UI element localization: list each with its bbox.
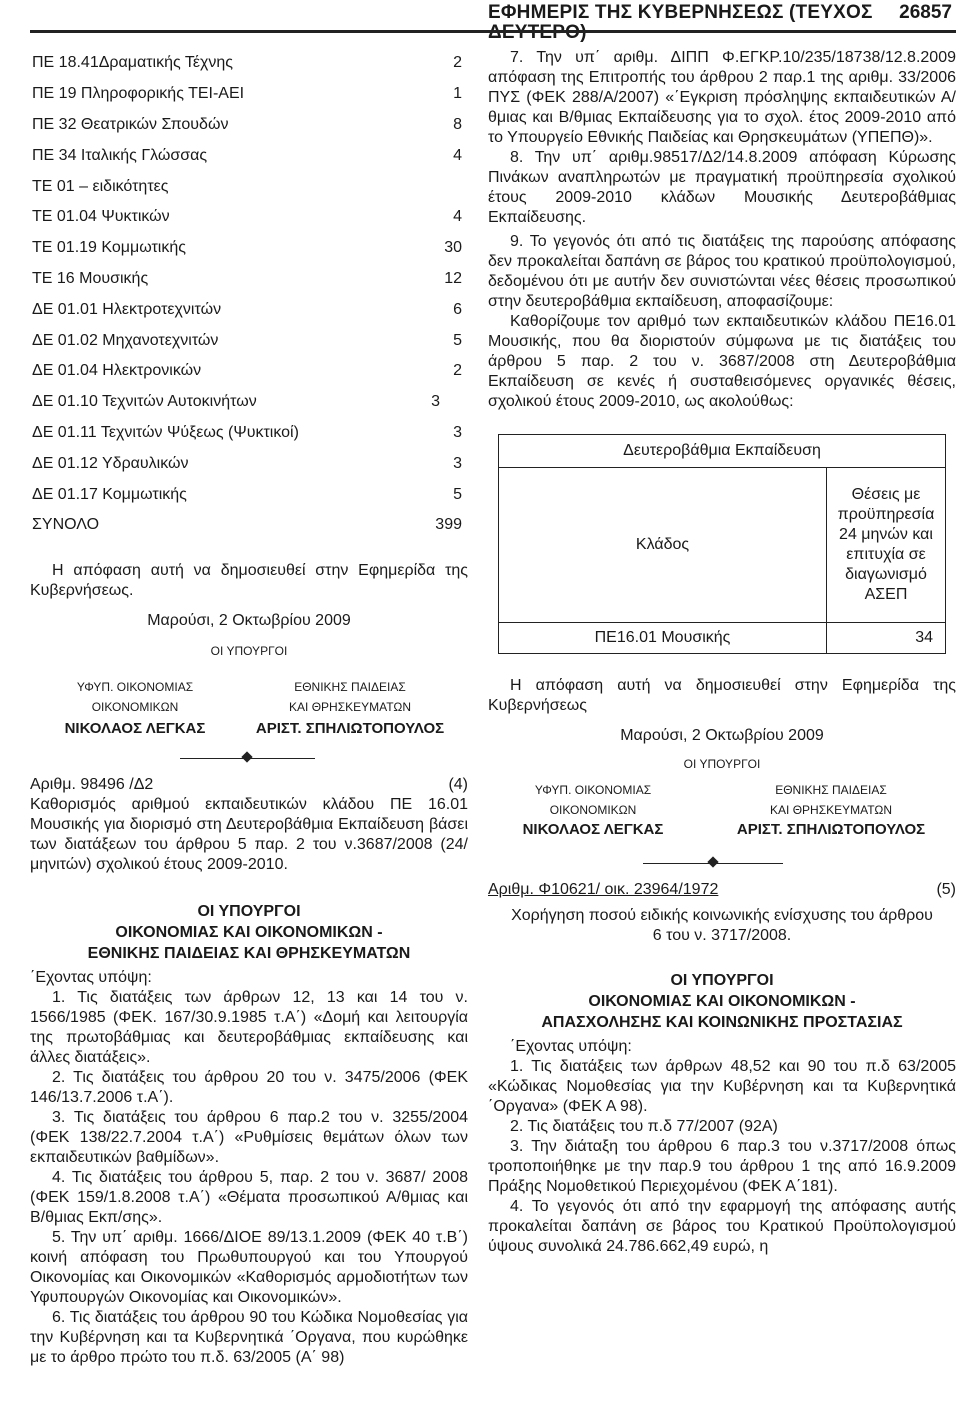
- list-item: ΠΕ 19 Πληροφορικής ΤΕΙ-ΑΕΙ 1: [32, 85, 462, 103]
- decision-title: Καθορισμός αριθμού εκπαιδευτικών κλάδου ΠΕ 16.01 Μουσικής για διορισμό στη Δευτεροβάθμια Εκπαίδευση βάσει των διατάξεων του άρθρου 5 παρ. 2 του ν.3687/2008 (24/μηνιτών) σχολικού έτους 2009-2010.: [30, 795, 468, 873]
- table-row-value: 34: [827, 623, 946, 654]
- recital: 3. Τις διατάξεις του άρθρου 6 παρ.2 του ν. 3255/2004 (ΦΕΚ 138/22.7.2004 τ.Α΄) «Ρυθμίσεις θεμάτων όλων των εκπαιδευτικών βαθμίδων».: [30, 1108, 468, 1166]
- list-item: ΤΕ 01.19 Κομμωτικής 30: [32, 239, 462, 257]
- left-column: [30, 48, 468, 1368]
- recital: 2. Τις διατάξεις του π.δ 77/2007 (92Α): [510, 1118, 778, 1135]
- list-item: ΔΕ 01.04 Ηλεκτρονικών 2: [32, 362, 462, 380]
- decision-ref-line: [30, 775, 468, 795]
- recital: 8. Την υπ΄ αριθμ.98517/Δ2/14.8.2009 απόφαση Κύρωσης Πινάκων αναπληρωτών με πραγματική προϋπηρεσία σχολικού έτους 2009-2010 κλάδων Μουσικής Δευτεροβάθμιας Εκπαίδευσης.: [488, 149, 956, 226]
- recital: 7. Την υπ΄ αριθμ. ΔΙΠΠ Φ.ΕΓΚΡ.10/235/18738/12.8.2009 απόφαση της Επιτροπής του άρθρου 2 παρ.1 της αριθμ. 33/2006 ΠΥΣ (ΦΕΚ 288/Α/2007) «΄Εγκριση πρόσληψης εκπαιδευτικών Α/θμιας και Β/θμιας Εκπαίδευσης για το σχολ. έτος 2009-2010 από το Υπουργείο Εθνικής Παιδείας και Θρησκευμάτων (ΥΠΕΠΘ)».: [488, 49, 956, 146]
- minister-1-title: ΥΦΥΠ. ΟΙΚΟΝΟΜΙΑΣ ΟΙΚΟΝΟΜΙΚΩΝ: [534, 783, 652, 817]
- decision-title: Χορήγηση ποσού ειδικής κοινωνικής ενίσχυσης του άρθρου 6 του ν. 3717/2008.: [511, 907, 933, 944]
- minister-1-name: ΝΙΚΟΛΑΟΣ ΛΕΓΚΑΣ: [522, 821, 664, 838]
- section-heading: ΟΙ ΥΠΟΥΡΓΟΙ ΟΙΚΟΝΟΜΙΑΣ ΚΑΙ ΟΙΚΟΝΟΜΙΚΩΝ - ΑΠΑΣΧΟΛΗΣΗΣ ΚΑΙ ΚΟΙΝΩΝΙΚΗΣ ΠΡΟΣΤΑΣΙΑΣ: [541, 972, 903, 1031]
- recital: 1. Τις διατάξεις των άρθρων 12, 13 και 14 του ν. 1566/1985 (ΦΕΚ. 167/30.9.1985 τ.Α΄) «Δομή και λειτουργία της πρωτοβάθμιας και δευτεροβάθμιας εκπαίδευσης και άλλες διατάξεις».: [30, 988, 468, 1066]
- list-item: ΔΕ 01.12 Υδραυλικών 3: [32, 454, 462, 472]
- right-column: [488, 48, 956, 1257]
- section-divider: [30, 749, 468, 769]
- recital: 4. Τις διατάξεις του άρθρου 5, παρ. 2 του ν. 3687/ 2008 (ΦΕΚ 159/1.8.2008 τ.Α΄) «Θέματα προσωπικού Α/θμιας και Β/θμιας Εκπ/σης».: [30, 1168, 468, 1226]
- section-divider: [488, 854, 956, 874]
- gazette-title: ΕΦΗΜΕΡΙΣ ΤΗΣ ΚΥΒΕΡΝΗΣΕΩΣ (ΤΕΥΧΟΣ ΔΕΥΤΕΡΟ): [488, 2, 873, 43]
- having-regard: ΄Εχοντας υπόψη:: [510, 1038, 632, 1055]
- decision-body: Καθορίζουμε τον αριθμό των εκπαιδευτικών κλάδου ΠΕ16.01 Μουσικής, που θα διοριστούν σύμφωνα με τις διατάξεις του άρθρου 5 παρ. 2 του ν. 3687/2008 στη Δευτεροβάθμια Εκπαίδευση σε κενές ή συσταθεισόμενες οργανικές θέσεις, σχολικού έτους 2009-2010, ως ακολούθως:: [488, 313, 956, 410]
- list-item: ΠΕ 34 Ιταλικής Γλώσσας 4: [32, 146, 462, 164]
- decision-number: (4): [448, 775, 468, 793]
- page-header: [0, 0, 960, 43]
- positions-list: [30, 48, 468, 541]
- list-item: ΠΕ 32 Θεατρικών Σπουδών 8: [32, 115, 462, 133]
- header-rule: [30, 30, 956, 33]
- list-item: ΔΕ 01.11 Τεχνιτών Ψύξεως (Ψυκτικοί) 3: [32, 423, 462, 441]
- table-col-branch: Κλάδος: [499, 468, 827, 623]
- signature-block: [30, 643, 468, 763]
- recital: 4. Το γεγονός ότι από την εφαρμογή της απόφασης αυτής προκαλείται δαπάνη σε βάρος του Κρατικού Προϋπολογισμού ύψους συνολικά 24.786.662,49 ευρώ, η: [488, 1198, 956, 1255]
- table-col-positions: Θέσεις με προϋπηρεσία 24 μηνών και επιτυχία σε διαγωνισμό ΑΣΕΠ: [827, 468, 946, 623]
- total-row: ΣΥΝΟΛΟ 399: [32, 516, 462, 534]
- minister-2-title: ΕΘΝΙΚΗΣ ΠΑΙΔΕΙΑΣ ΚΑΙ ΘΡΗΣΚΕΥΜΑΤΩΝ: [289, 679, 411, 714]
- place-date: Μαρούσι, 2 Οκτωβρίου 2009: [147, 611, 351, 629]
- table-header: Δευτεροβάθμια Εκπαίδευση: [499, 435, 946, 468]
- ministers-label: ΟΙ ΥΠΟΥΡΓΟΙ: [683, 757, 761, 771]
- minister-2-name: ΑΡΙΣΤ. ΣΠΗΛΙΩΤΟΠΟΥΛΟΣ: [255, 719, 445, 737]
- recital: 3. Την διάταξη του άρθρου 6 παρ.3 του ν.3717/2008 όπως τροποποιήθηκε με την παρ.9 του άρθρου 1 της από 16.9.2009 Πράξης Νομοθετικού Περιεχομένου (ΦΕΚ Α΄181).: [488, 1138, 956, 1195]
- section-heading: ΟΙ ΥΠΟΥΡΓΟΙ ΟΙΚΟΝΟΜΙΑΣ ΚΑΙ ΟΙΚΟΝΟΜΙΚΩΝ - ΕΘΝΙΚΗΣ ΠΑΙΔΕΙΑΣ ΚΑΙ ΘΡΗΣΚΕΥΜΑΤΩΝ: [87, 902, 411, 962]
- place-date: Μαρούσι, 2 Οκτωβρίου 2009: [620, 727, 824, 744]
- list-item: ΔΕ 01.17 Κομμωτικής 5: [32, 485, 462, 503]
- page-number: 26857: [899, 2, 952, 23]
- publish-note: Η απόφαση αυτή να δημοσιευθεί στην Εφημερίδα της Κυβερνήσεως: [488, 677, 956, 714]
- list-item: ΔΕ 01.10 Τεχνιτών Αυτοκινήτων 3: [32, 393, 440, 411]
- table-row-name: ΠΕ16.01 Μουσικής: [499, 623, 827, 654]
- recital: 1. Τις διατάξεις των άρθρων 48,52 και 90 του π.δ 63/2005 «Κώδικας Νομοθεσίας για την Κυβέρνηση και τα Κυβερνητικά ΄Οργανα» (ΦΕΚ Α 98).: [488, 1058, 956, 1115]
- publish-note: Η απόφαση αυτή να δημοσιευθεί στην Εφημερίδα της Κυβερνήσεως.: [30, 561, 468, 599]
- decision-reference: Αριθμ. Φ10621/ οικ. 23964/1972: [488, 881, 719, 898]
- decision-reference: Αριθμ. 98496 /Δ2: [30, 775, 154, 793]
- list-item: ΤΕ 01 – ειδικότητες: [32, 177, 169, 195]
- list-item: ΤΕ 16 Μουσικής 12: [32, 269, 462, 287]
- positions-table: [498, 434, 946, 654]
- having-regard: ΄Εχοντας υπόψη:: [30, 968, 152, 986]
- minister-2-name: ΑΡΙΣΤ. ΣΠΗΛΙΩΤΟΠΟΥΛΟΣ: [736, 821, 926, 838]
- minister-1-title: ΥΦΥΠ. ΟΙΚΟΝΟΜΙΑΣ ΟΙΚΟΝΟΜΙΚΩΝ: [76, 679, 194, 714]
- recital: 9. Το γεγονός ότι από τις διατάξεις της παρούσης απόφασης δεν προκαλείται δαπάνη σε βάρος του κρατικού προϋπολογισμού, δεδομένου ότι με αυτήν δεν συνιστώνται νέες θέσεις προσωπικού στην δευτεροβάθμια εκπαίδευση, αποφασίζουμε:: [488, 233, 956, 310]
- recital: 2. Τις διατάξεις του άρθρου 20 του ν. 3475/2006 (ΦΕΚ 146/13.7.2006 τ.Α΄).: [30, 1068, 468, 1106]
- list-item: ΠΕ 18.41Δραματικής Τέχνης 2: [32, 54, 462, 72]
- minister-1-name: ΝΙΚΟΛΑΟΣ ΛΕΓΚΑΣ: [64, 719, 206, 737]
- recital: 5. Την υπ΄ αριθμ. 1666/ΔΙΟΕ 89/13.1.2009 (ΦΕΚ 40 τ.Β΄) κοινή απόφαση του Πρωθυπουργού και του Υπουργού Οικονομίας και Οικονομικών «Καθορισμός αρμοδιοτήτων των Υφυπουργών Οικονομίας και Οικονομικών».: [30, 1228, 468, 1306]
- decision-number: (5): [936, 881, 956, 898]
- list-item: ΔΕ 01.01 Ηλεκτροτεχνιτών 6: [32, 300, 462, 318]
- decision-ref-line: [488, 880, 956, 900]
- minister-2-title: ΕΘΝΙΚΗΣ ΠΑΙΔΕΙΑΣ ΚΑΙ ΘΡΗΣΚΕΥΜΑΤΩΝ: [770, 783, 892, 817]
- list-item: ΤΕ 01.04 Ψυκτικών 4: [32, 208, 462, 226]
- ministers-label: ΟΙ ΥΠΟΥΡΓΟΙ: [210, 643, 288, 658]
- list-item: ΔΕ 01.02 Μηχανοτεχνιτών 5: [32, 331, 462, 349]
- recital: 6. Τις διατάξεις του άρθρου 90 του Κώδικα Νομοθεσίας για την Κυβέρνηση και τα Κυβερνητικά ΄Οργανα, που κυρώθηκε με το άρθρο πρώτο του π.δ. 63/2005 (Α΄ 98): [30, 1308, 468, 1366]
